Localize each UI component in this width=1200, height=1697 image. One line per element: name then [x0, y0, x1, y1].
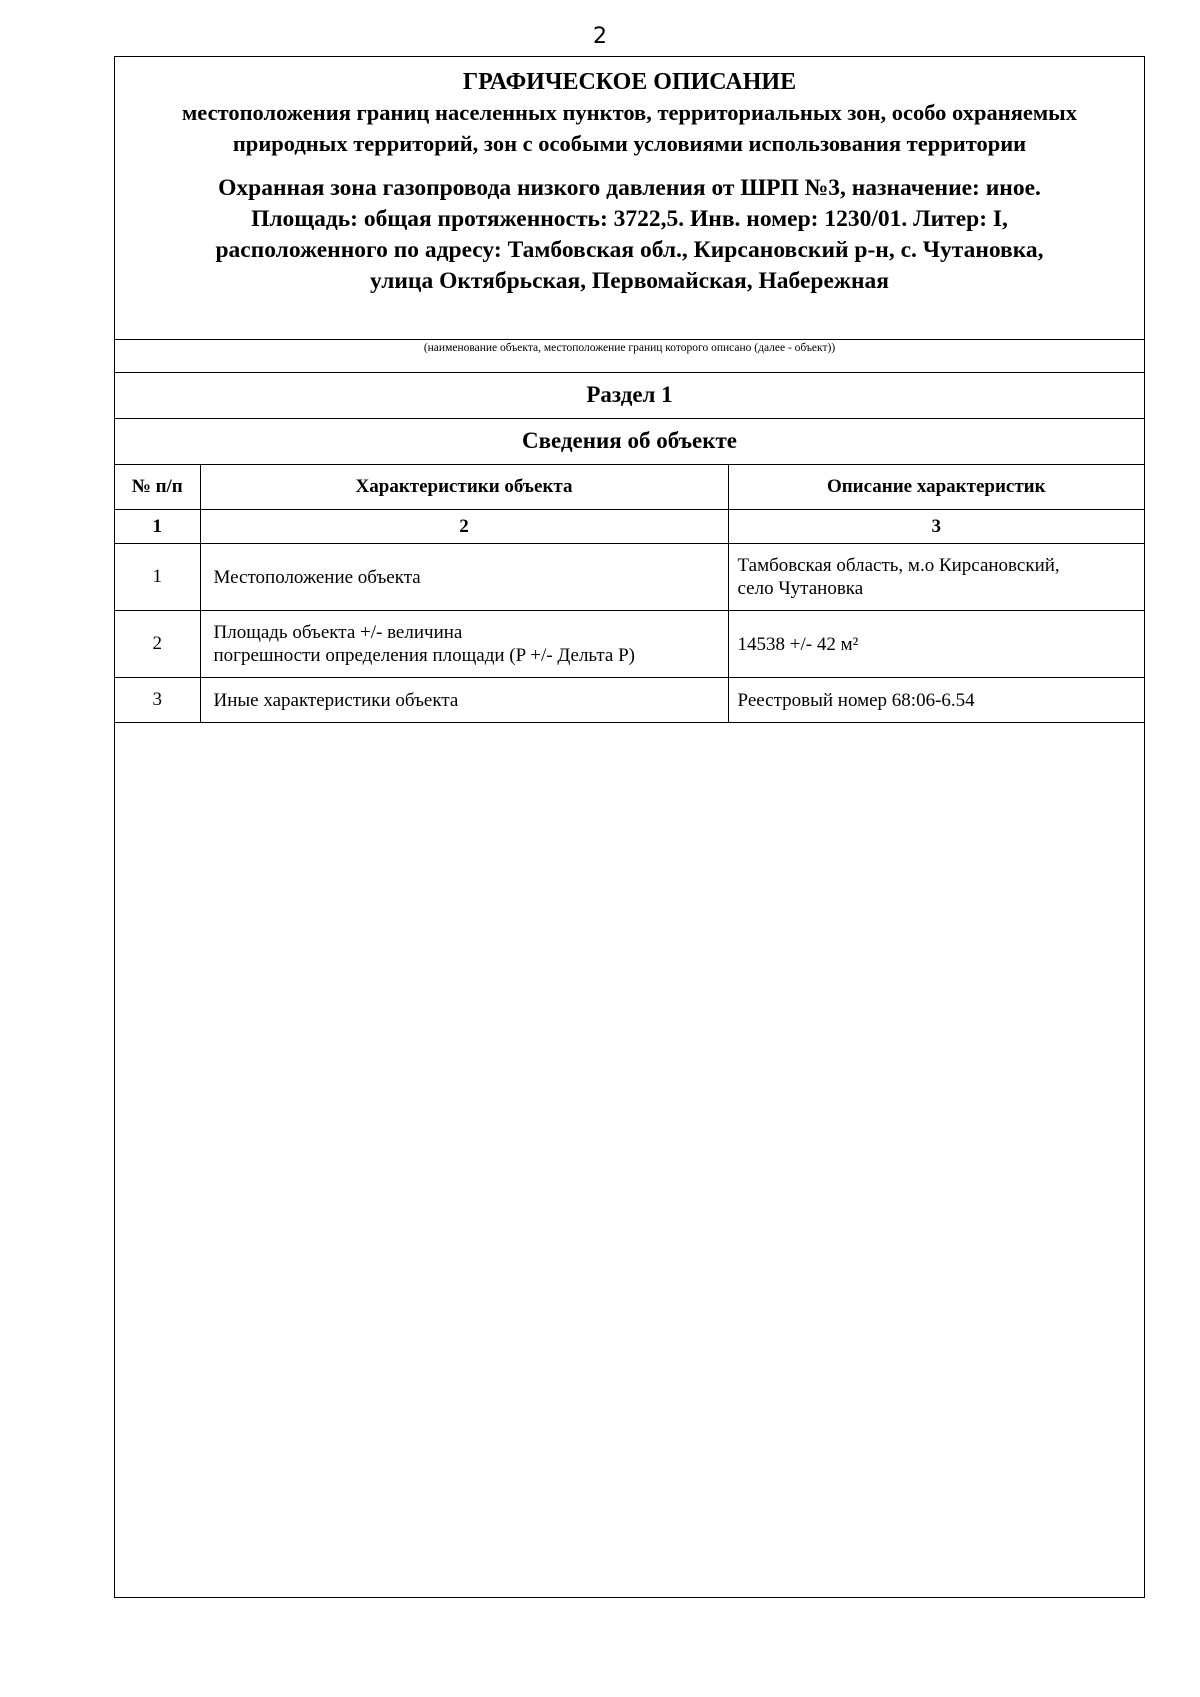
section-subtitle: Сведения об объекте — [115, 419, 1144, 465]
table-row — [115, 611, 1144, 678]
characteristic-line: Площадь объекта +/- величина — [213, 622, 463, 643]
header-cell-description: Описание характеристик — [728, 465, 1144, 510]
object-name — [139, 173, 1120, 297]
description-line: Реестровый номер 68:06-6.54 — [737, 689, 975, 711]
description-line: село Чутановка — [737, 578, 864, 599]
object-caption — [115, 339, 1144, 373]
column-number-cell: 2 — [200, 510, 728, 544]
characteristic-cell — [200, 611, 728, 678]
document-subtitle: местоположения границ населенных пунктов, территориальных зон, особо охраняемых природных территорий, зон с особыми условиями использования территории — [181, 100, 1077, 156]
column-number-cell: 1 — [115, 510, 200, 544]
header-cell-characteristic: Характеристики объекта — [200, 465, 728, 510]
document-frame — [114, 56, 1145, 1598]
description-line: Тамбовская область, м.о Кирсановский, — [737, 555, 1060, 576]
object-name-line: Охранная зона газопровода низкого давления от ШРП №3, назначение: иное. — [218, 175, 1041, 201]
row-number-cell: 3 — [115, 678, 200, 723]
characteristic-cell — [200, 678, 728, 723]
object-name-line: улица Октябрьская, Первомайская, Набережная — [370, 268, 889, 294]
document-title: ГРАФИЧЕСКОЕ ОПИСАНИЕ — [462, 69, 797, 95]
object-info-table — [115, 465, 1144, 723]
row-number-cell: 1 — [115, 544, 200, 611]
page-number: 2 — [593, 24, 607, 49]
object-caption-text: (наименование объекта, местоположение границ которого описано (далее - объект)) — [423, 342, 836, 354]
characteristic-line: погрешности определения площади (P +/- Дельта P) — [213, 645, 635, 666]
description-cell — [728, 544, 1144, 611]
row-number-cell: 2 — [115, 611, 200, 678]
characteristic-line: Иные характеристики объекта — [213, 689, 459, 711]
characteristic-cell — [200, 544, 728, 611]
table-header-row — [115, 465, 1144, 510]
characteristic-line: Местоположение объекта — [213, 566, 421, 588]
object-name-line: Площадь: общая протяженность: 3722,5. Инв. номер: 1230/01. Литер: I, — [251, 206, 1008, 232]
object-name-line: расположенного по адресу: Тамбовская обл., Кирсановский р-н, с. Чутановка, — [215, 237, 1044, 263]
description-line: 14538 +/- 42 м² — [737, 633, 859, 655]
title-block — [115, 57, 1144, 339]
header-cell-number: № п/п — [115, 465, 200, 510]
description-cell — [728, 678, 1144, 723]
column-number-row — [115, 510, 1144, 544]
column-number-cell: 3 — [728, 510, 1144, 544]
table-row — [115, 678, 1144, 723]
table-row — [115, 544, 1144, 611]
section-title: Раздел 1 — [115, 373, 1144, 419]
description-cell — [728, 611, 1144, 678]
